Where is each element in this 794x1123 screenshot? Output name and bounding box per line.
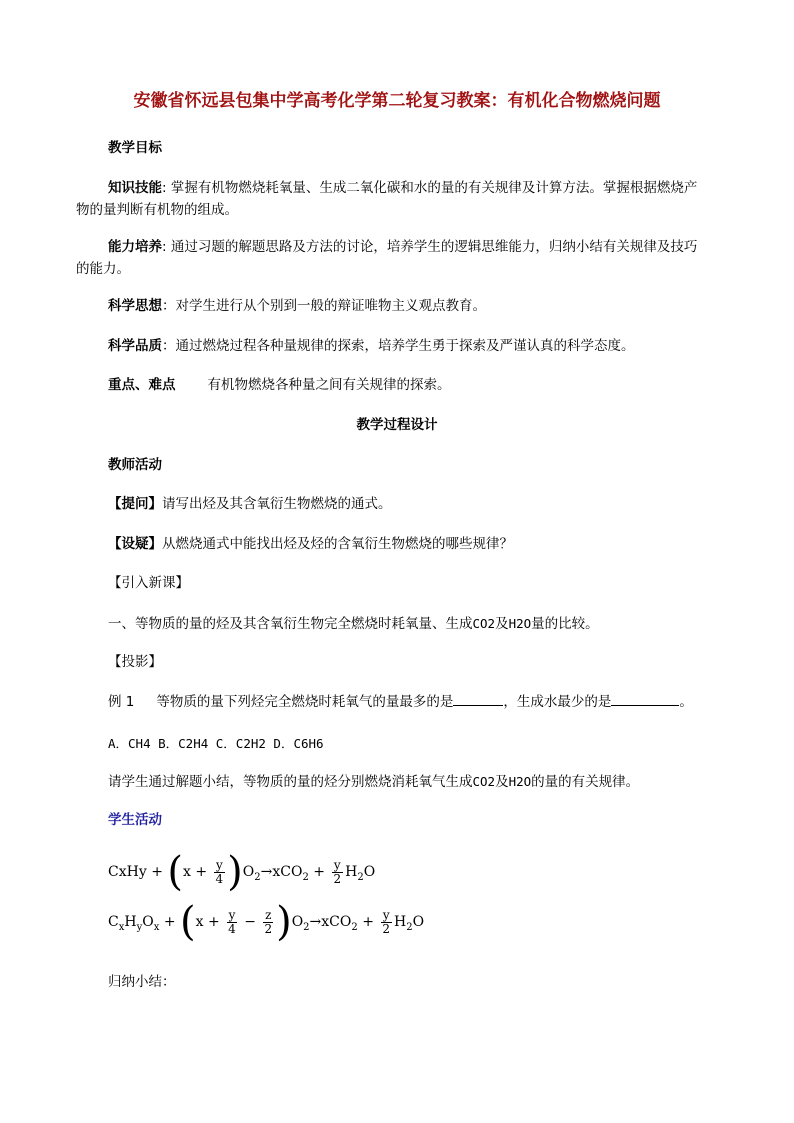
- section1-line: [108, 611, 718, 637]
- options-line: A．CH4 B．C2H4 C．C2H2 D．C6H6: [108, 736, 324, 751]
- keypoints-label: 重点、难点: [108, 377, 176, 393]
- summary-request-line: [108, 769, 718, 795]
- eq1-left-paren: (: [167, 849, 183, 895]
- example1-text-b: ，生成水最少的是: [503, 694, 612, 710]
- knowledge-text-1: : 掌握有机物燃烧耗氧量、生成二氧化碳和水的量的有关规律及计算方法。掌握根据燃烧产: [162, 180, 698, 196]
- eq1-plus: +: [151, 864, 163, 880]
- projection-line: 【投影】: [108, 654, 162, 670]
- blank-least-water[interactable]: [611, 691, 679, 706]
- question-text: 请写出烃及其含氧衍生物燃烧的通式。: [162, 496, 392, 512]
- summary-suffix: 的量的有关规律。: [531, 774, 640, 790]
- conclusion-line: 归纳小结：: [108, 974, 176, 990]
- eq1-reactant: CxHy: [108, 864, 147, 880]
- equation-oxygenated: $C_xH_yO_x + (x$ + $\frac{y}{4}$ − $\frac{z}{2}$ )$O_2\to xCO_2$ + $\frac{y}{2}$ $H_2O$: [108, 899, 425, 945]
- question-label: 【提问】: [108, 496, 162, 512]
- section1-prefix: 一、等物质的量的烃及其含氧衍生物完全燃烧时耗氧量、生成: [108, 616, 473, 632]
- section1-suffix: 量的比较。: [531, 616, 599, 632]
- ability-label: 能力培养: [108, 239, 162, 255]
- eq1-x: x: [182, 864, 191, 880]
- example1-label: 例 1: [108, 694, 135, 710]
- question-paragraph: [108, 492, 718, 517]
- eq1-right-paren: ): [227, 849, 243, 895]
- doubt-text: 从燃烧通式中能找出烃及烃的含氧衍生物燃烧的哪些规律？: [162, 536, 513, 552]
- eq2-frac-y2: $\frac{y}{2}$: [382, 907, 391, 936]
- ability-text-1: : 通过习题的解题思路及方法的讨论，培养学生的逻辑思维能力，归纳小结有关规律及技巧: [162, 239, 698, 255]
- knowledge-label: 知识技能: [108, 180, 162, 196]
- eq1-arrow: →: [260, 864, 273, 880]
- example1-text-a: 等物质的量下列烃完全燃烧时耗氧气的量最多的是: [156, 694, 454, 710]
- example1-line: [108, 690, 718, 715]
- intro-line: 【引入新课】: [108, 575, 189, 591]
- eq1-frac-y4: $\frac{y}{4}$: [215, 857, 224, 886]
- eq2-right-paren: ): [276, 899, 292, 945]
- quality-paragraph: [108, 334, 718, 359]
- equation-hydrocarbon: CxHy + (x + $\frac{y}{4}$ )$O_2\to xCO_2$ + $\frac{y}{2}$ $H_2O$: [108, 849, 376, 895]
- keypoints-paragraph: [108, 373, 718, 398]
- blank-most-oxygen[interactable]: [453, 691, 503, 706]
- student-heading: 学生活动: [108, 812, 162, 828]
- eq2-left-paren: (: [180, 899, 196, 945]
- teacher-heading: 教师活动: [108, 457, 162, 473]
- doubt-label: 【设疑】: [108, 536, 162, 552]
- summary-h2o: H2O: [508, 774, 532, 789]
- eq2-frac-z2: $\frac{z}{2}$: [264, 907, 273, 936]
- section1-co2: CO2: [472, 616, 496, 631]
- example1-end: 。: [679, 694, 693, 710]
- summary-mid: 及: [495, 774, 509, 790]
- thinking-label: 科学思想: [108, 298, 162, 314]
- thinking-paragraph: [108, 294, 718, 319]
- section1-h2o: H2O: [508, 616, 532, 631]
- section1-mid: 及: [495, 616, 509, 632]
- summary-prefix: 请学生通过解题小结，等物质的量的烃分别燃烧消耗氧气生成: [108, 774, 473, 790]
- doubt-paragraph: [108, 532, 718, 557]
- quality-text: ：通过燃烧过程各种量规律的探索，培养学生勇于探索及严谨认真的科学态度。: [162, 338, 635, 354]
- process-heading: 教学过程设计: [356, 417, 438, 433]
- knowledge-text-2: 物的量判断有机物的组成。: [76, 202, 238, 218]
- eq2-frac-y4: $\frac{y}{4}$: [228, 907, 236, 936]
- quality-label: 科学品质: [108, 338, 162, 354]
- keypoints-text: 有机物燃烧各种量之间有关规律的探索。: [207, 377, 451, 393]
- summary-co2: CO2: [472, 774, 496, 789]
- document-title: 安徽省怀远县包集中学高考化学第二轮复习教案：有机化合物燃烧问题: [133, 91, 661, 111]
- thinking-text: ：对学生进行从个别到一般的辩证唯物主义观点教育。: [162, 298, 486, 314]
- eq1-frac-y2: $\frac{y}{2}$: [333, 857, 342, 886]
- objectives-heading: 教学目标: [108, 140, 162, 156]
- ability-text-2: 的能力。: [76, 261, 130, 277]
